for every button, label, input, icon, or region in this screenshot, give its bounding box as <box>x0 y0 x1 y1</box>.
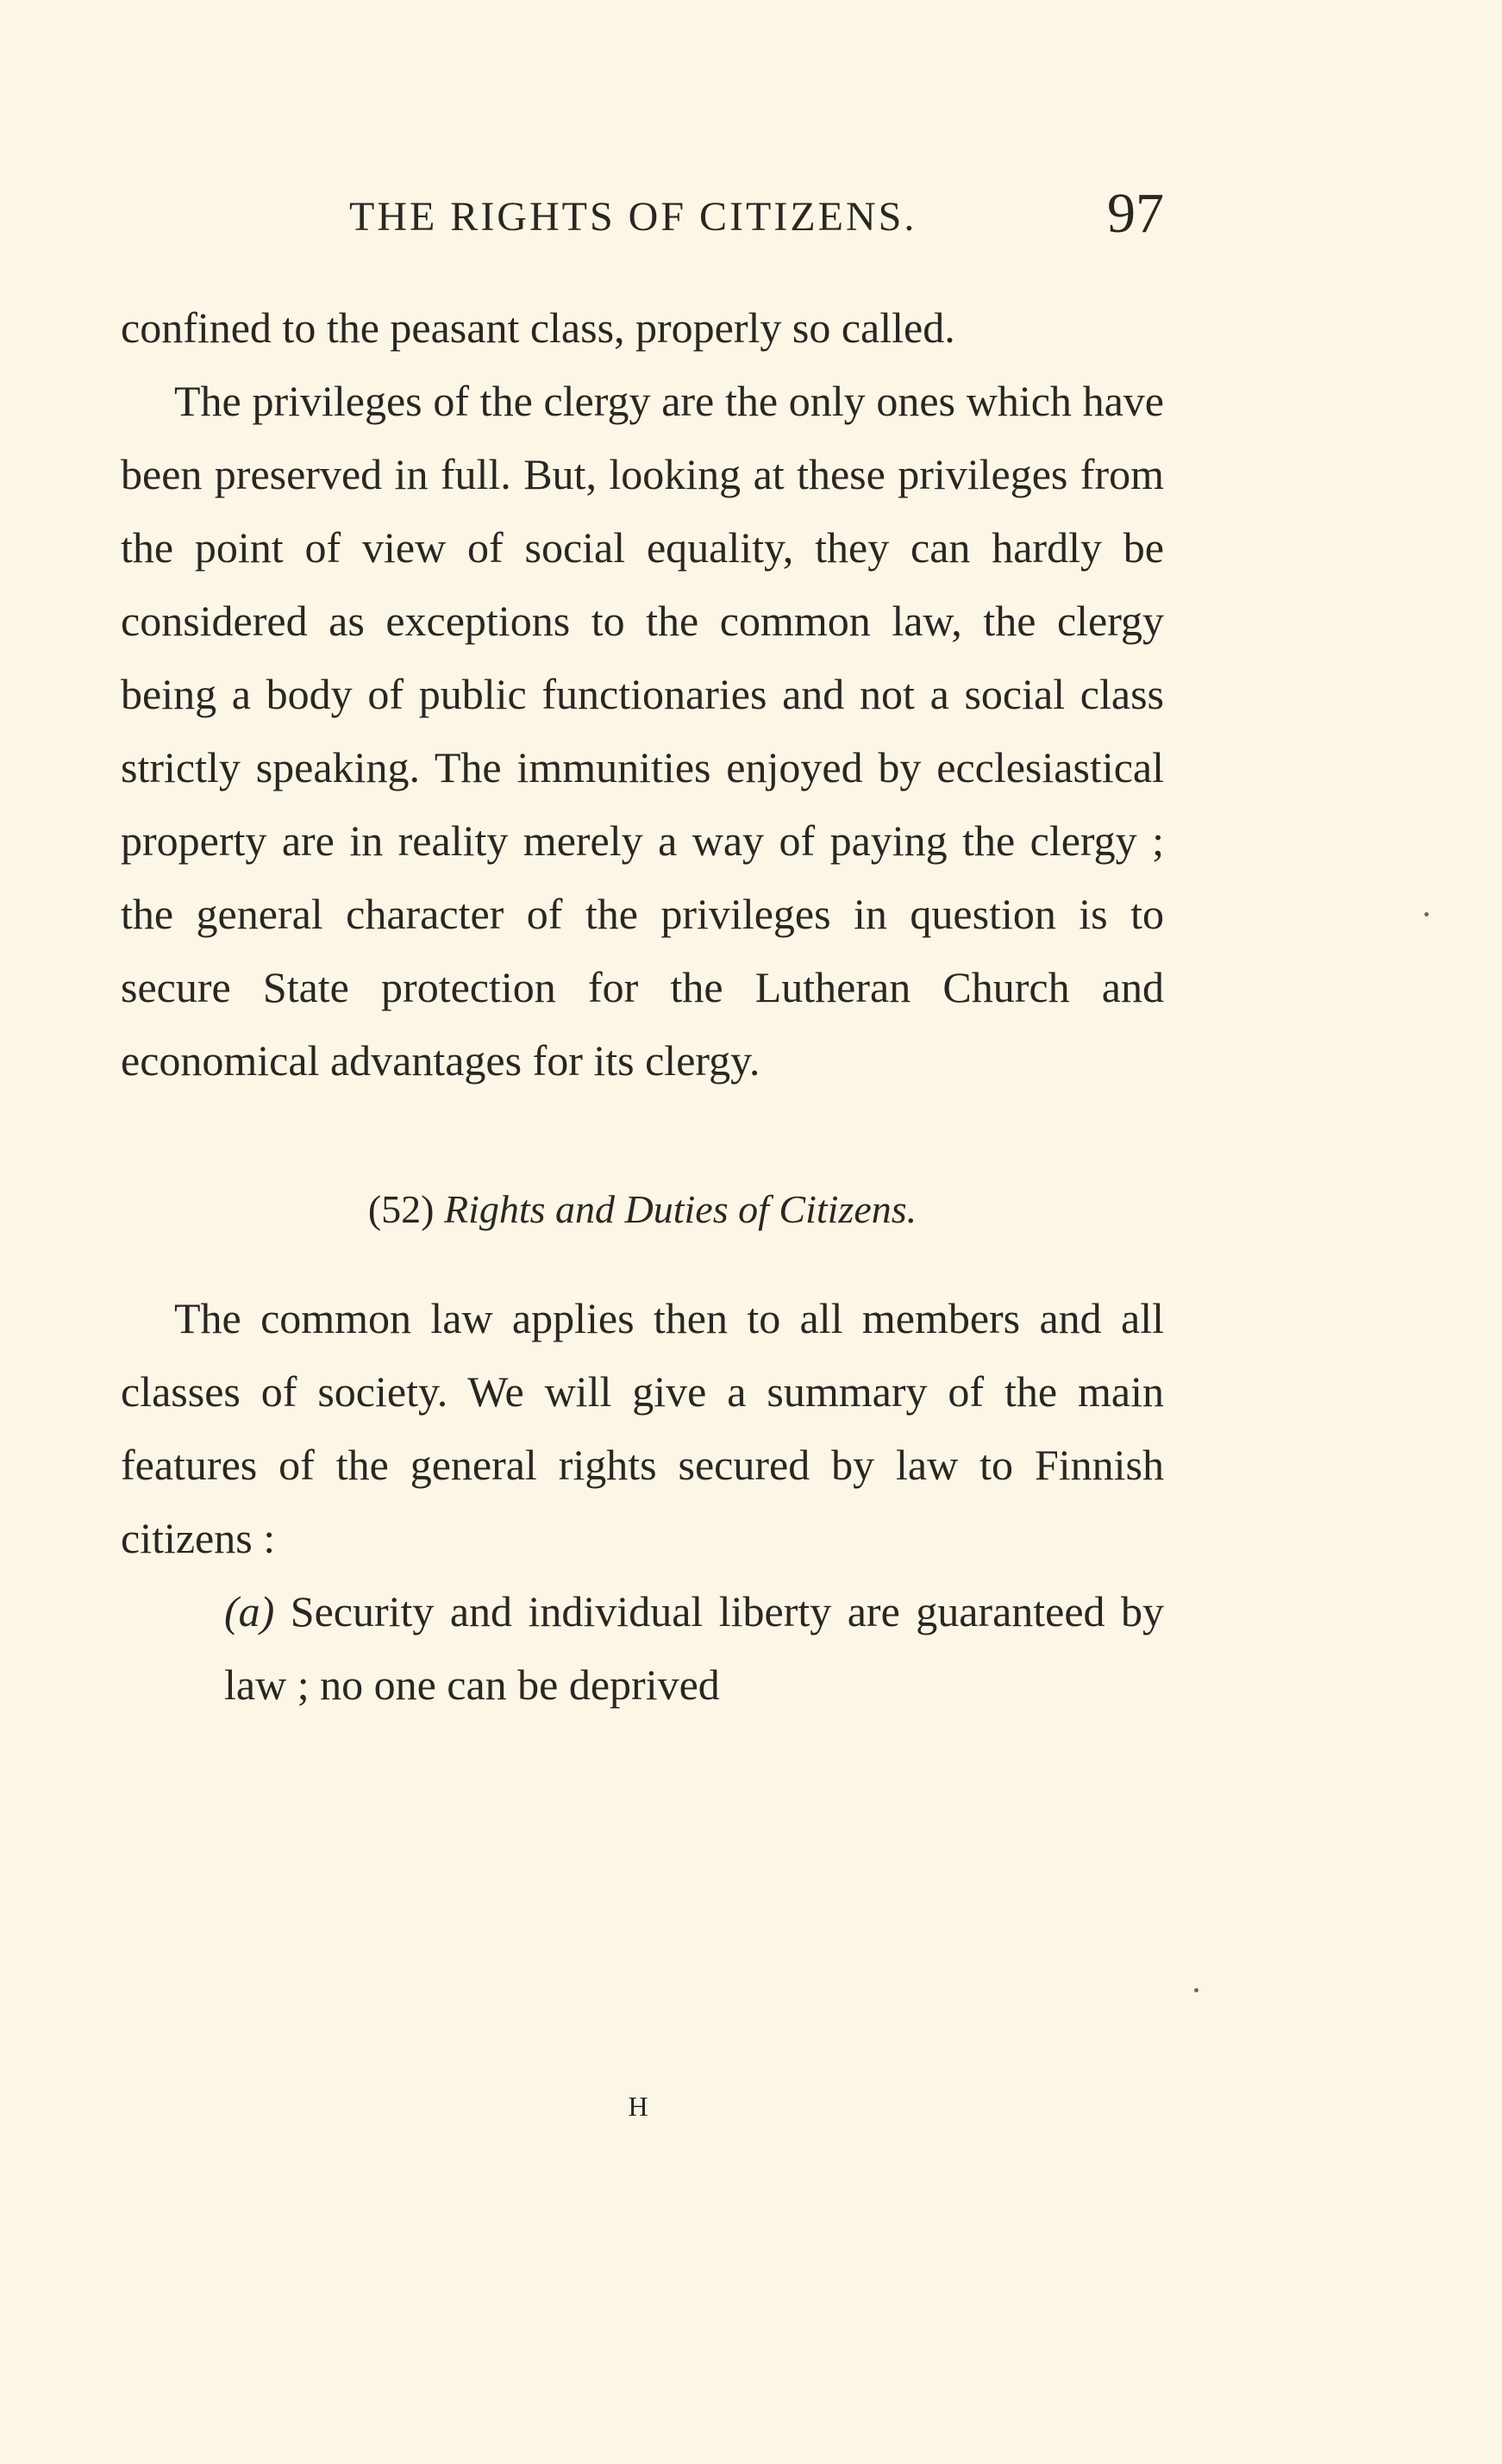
section-title: Rights and Duties of Citizens. <box>443 1187 917 1231</box>
page-number: 97 <box>1107 182 1164 245</box>
running-head <box>121 181 1164 250</box>
paragraph-common-law: The common law applies then to all members and all classes of society. We will give a summary of the main features of the general rights secured by law to Finnish citizens : <box>121 1294 1164 1562</box>
list-item-letter: (a) <box>224 1587 275 1635</box>
list-item-text: Security and individual liberty are guaranteed by law ; no one can be deprived <box>224 1587 1164 1709</box>
list-item-a <box>121 1575 1164 1722</box>
text-block <box>121 291 1164 1722</box>
section-heading <box>121 1175 1164 1244</box>
ink-speck <box>1194 1988 1198 1992</box>
signature-mark: H <box>628 2091 648 2122</box>
ink-speck <box>1424 912 1429 916</box>
running-title: THE RIGHTS OF CITIZENS. <box>349 194 917 240</box>
section-number: (52) <box>367 1187 435 1231</box>
paragraph-continued: confined to the peasant class, properly so called. <box>121 303 955 352</box>
paragraph-clergy-privileges: The privileges of the clergy are the only ones which have been preserved in full. But, looking at these privileges from the point of view of social equality, they can hardly be considered as exceptions to the common law, the clergy being a body of public functionaries and not a social class strictly speaking. The immunities enjoyed by ecclesiastical property are in reality merely a way of paying the clergy ; the general character of the privileges in question is to secure State protection for the Lutheran Church and economical advantages for its clergy. <box>121 377 1164 1085</box>
